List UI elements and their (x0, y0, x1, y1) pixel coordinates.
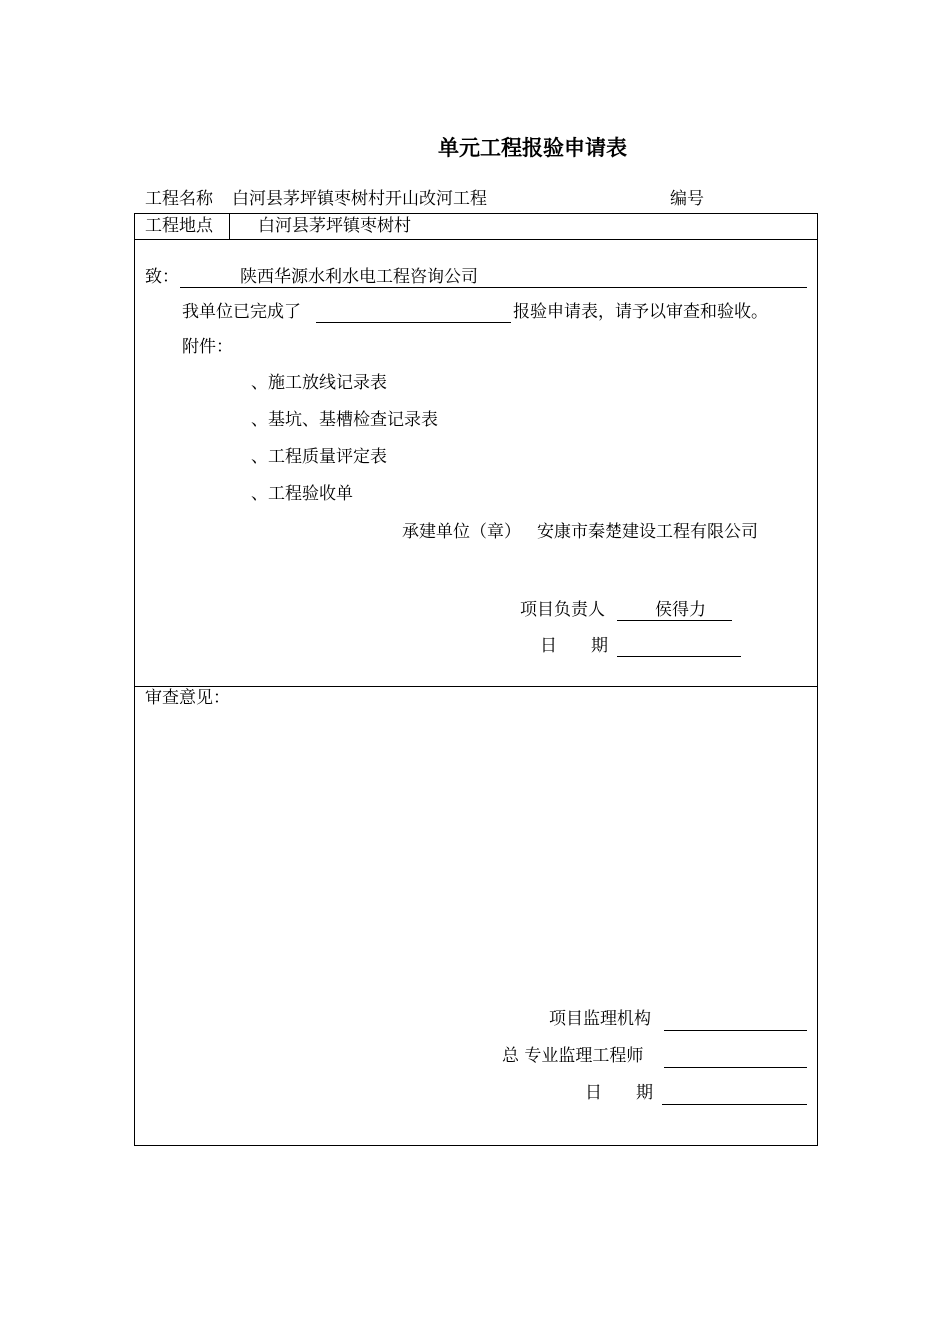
contractor-value: 安康市秦楚建设工程有限公司 (537, 522, 758, 542)
supervision-org-underline (664, 1030, 807, 1031)
to-label: 致： (145, 267, 179, 287)
review-date-underline (662, 1104, 807, 1105)
to-underline (180, 287, 807, 288)
attachment-item: 、施工放线记录表 (251, 373, 387, 393)
contractor-label: 承建单位（章） (402, 522, 521, 542)
chief-engineer-label: 总 专业监理工程师 (502, 1046, 644, 1066)
table-right-border (817, 213, 818, 1146)
review-label: 审查意见： (145, 688, 230, 708)
statement-prefix: 我单位已完成了 (182, 302, 301, 322)
review-date-label: 日 期 (585, 1083, 653, 1103)
page-title: 单元工程报验申请表 (438, 136, 627, 160)
table-top-border (134, 213, 818, 214)
attachment-item: 、工程验收单 (251, 484, 353, 504)
manager-value: 侯得力 (655, 600, 706, 620)
application-date-underline (617, 656, 741, 657)
project-name-value: 白河县茅坪镇枣树村开山改河工程 (232, 189, 487, 209)
manager-label: 项目负责人 (520, 600, 605, 620)
location-row-border (134, 239, 818, 240)
review-section-border (134, 686, 818, 687)
supervision-org-label: 项目监理机构 (549, 1009, 651, 1029)
project-name-label: 工程名称 (145, 189, 213, 209)
location-cell-divider (229, 213, 230, 239)
attachments-label: 附件： (182, 337, 233, 357)
statement-blank (316, 322, 511, 323)
location-label: 工程地点 (145, 216, 213, 236)
to-value: 陕西华源水利水电工程咨询公司 (240, 267, 478, 287)
location-value: 白河县茅坪镇枣树村 (258, 216, 411, 236)
table-left-border (134, 213, 135, 1146)
attachment-item: 、基坑、基槽检查记录表 (251, 410, 438, 430)
table-bottom-border (134, 1145, 818, 1146)
manager-underline (617, 620, 732, 621)
statement-suffix: 报验申请表，请予以审查和验收。 (513, 302, 768, 322)
application-date-label: 日 期 (540, 636, 608, 656)
number-label: 编号 (670, 189, 704, 209)
attachment-item: 、工程质量评定表 (251, 447, 387, 467)
chief-engineer-underline (664, 1067, 807, 1068)
